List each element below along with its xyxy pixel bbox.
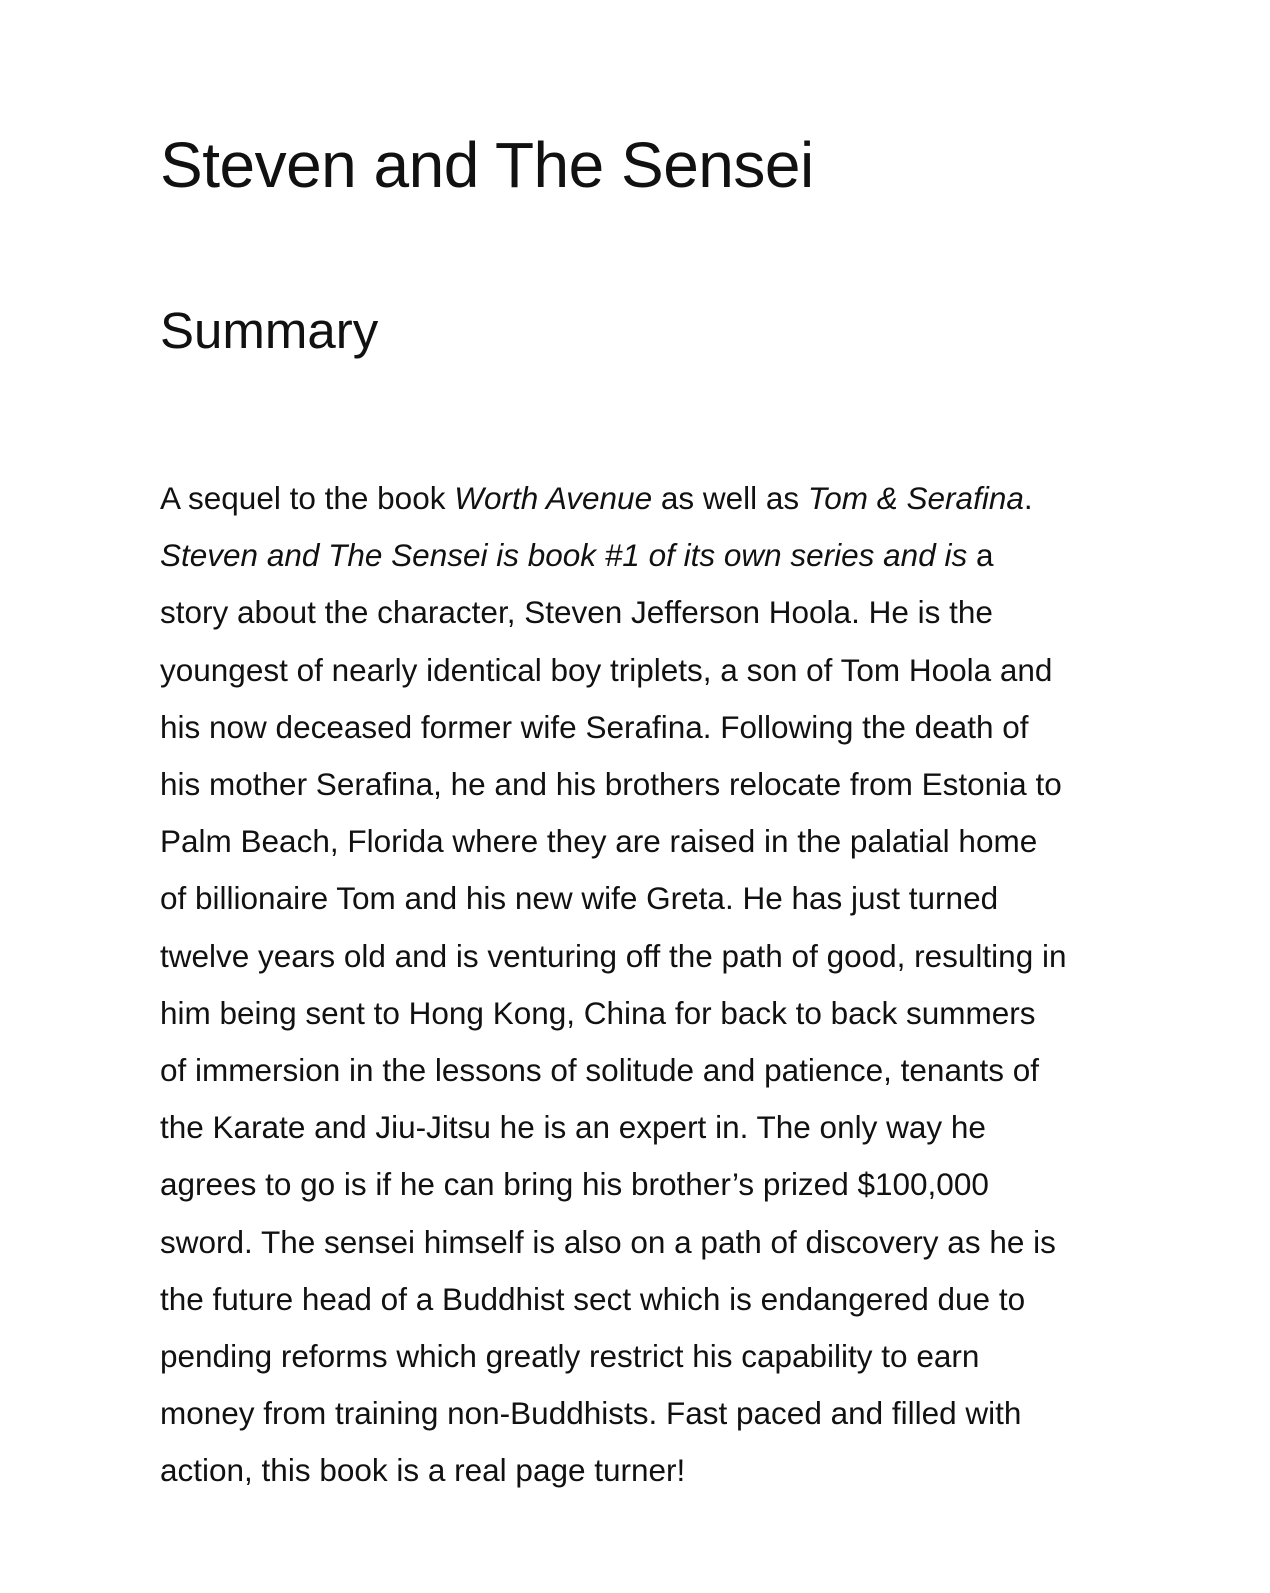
paragraph-line	[160, 1442, 1140, 1499]
text-run: sword. The sensei himself is also on a path of discovery as he is	[160, 1223, 1056, 1260]
text-run: A sequel to the book	[160, 480, 455, 516]
paragraph-line	[160, 870, 1140, 927]
text-run: of billionaire Tom and his new wife Greta. He has just turned	[160, 880, 999, 917]
text-run: twelve years old and is venturing off the path of good, resulting in	[160, 937, 1067, 974]
text-run: the Karate and Jiu-Jitsu he is an expert in. The only way he	[160, 1109, 986, 1146]
paragraph-line	[160, 642, 1140, 699]
paragraph-line	[160, 527, 1140, 584]
paragraph-line	[160, 985, 1140, 1042]
paragraph-line	[160, 1385, 1140, 1442]
paragraph-line	[160, 1156, 1140, 1213]
paragraph-line	[160, 756, 1140, 813]
text-run: him being sent to Hong Kong, China for back to back summers	[160, 994, 1036, 1031]
text-run: his mother Serafina, he and his brothers relocate from Estonia to	[160, 766, 1062, 803]
paragraph-line	[160, 699, 1140, 756]
paragraph-line	[160, 470, 1140, 527]
text-run: action, this book is a real page turner!	[160, 1452, 686, 1489]
italic-text-run: Worth Avenue	[454, 480, 653, 516]
italic-text-run: Tom & Serafina	[807, 480, 1024, 516]
text-run: youngest of nearly identical boy triplets, a son of Tom Hoola and	[160, 651, 1053, 688]
section-heading-summary: Summary	[160, 302, 379, 359]
text-run: of immersion in the lessons of solitude and patience, tenants of	[160, 1052, 1040, 1089]
paragraph-line	[160, 1328, 1140, 1385]
italic-text-run: Steven and The Sensei is book #1 of its own series and is	[160, 537, 968, 574]
text-run: the future head of a Buddhist sect which is endangered due to	[160, 1280, 1026, 1317]
paragraph-line	[160, 584, 1140, 641]
paragraph-line	[160, 813, 1140, 870]
text-run: Palm Beach, Florida where they are raised in the palatial home	[160, 823, 1038, 860]
paragraph-line	[160, 928, 1140, 985]
document-title: Steven and The Sensei	[160, 129, 814, 201]
text-run: .	[1023, 480, 1033, 516]
summary-paragraph	[160, 470, 1140, 1500]
paragraph-line	[160, 1042, 1140, 1099]
text-run: agrees to go is if he can bring his brother’s prized $100,000	[160, 1166, 989, 1203]
paragraph-line	[160, 1214, 1140, 1271]
text-run: a	[967, 537, 994, 574]
paragraph-line	[160, 1271, 1140, 1328]
text-run: story about the character, Steven Jefferson Hoola. He is the	[160, 594, 993, 631]
text-run: money from training non-Buddhists. Fast paced and filled with	[160, 1395, 1022, 1432]
text-run: his now deceased former wife Serafina. Following the death of	[160, 708, 1029, 745]
text-run: pending reforms which greatly restrict his capability to earn	[160, 1338, 980, 1375]
text-run: as well as	[652, 480, 808, 516]
paragraph-line	[160, 1099, 1140, 1156]
